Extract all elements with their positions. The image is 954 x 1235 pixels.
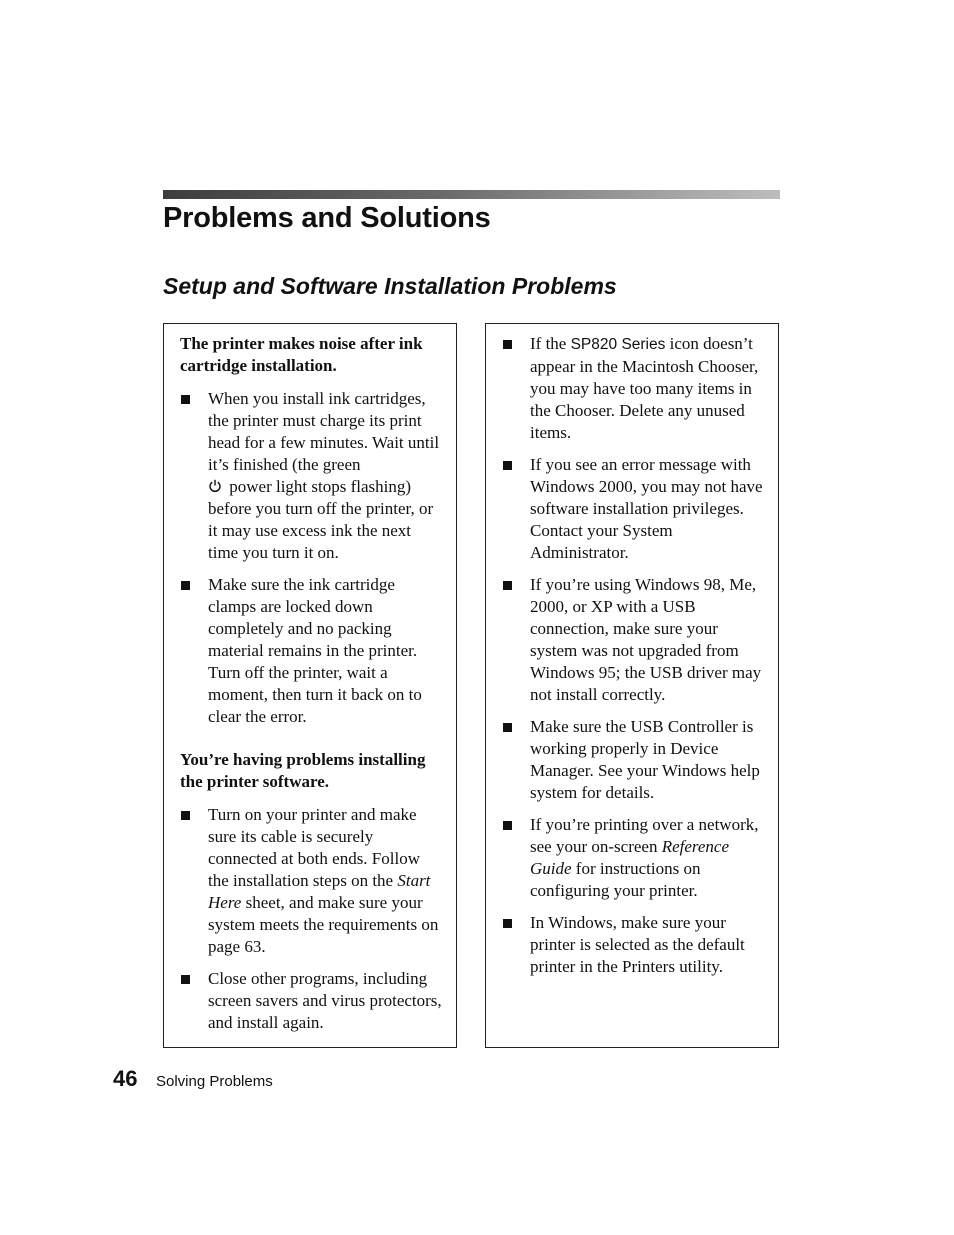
page-title: Problems and Solutions — [163, 202, 491, 234]
item-text: Make sure the ink cartridge clamps are locked down completely and no packing material remains in the printer. Turn off the printer, wait a moment, then turn it back on to clear the error. — [208, 575, 422, 726]
section-title: Setup and Software Installation Problems — [163, 273, 617, 299]
square-bullet-icon — [181, 581, 190, 590]
square-bullet-icon — [181, 811, 190, 820]
item-text: power light stops flashing) before you turn off the printer, or it may use excess ink the next time you turn it on. — [208, 477, 434, 562]
item-emphasis: Start Here — [208, 871, 431, 912]
item-text: If the — [530, 334, 567, 353]
list-item — [502, 333, 764, 444]
item-text: When you install ink cartridges, the printer must charge its print head for a few minutes. Wait until it’s finished (the green — [208, 389, 440, 474]
item-text: In Windows, make sure your printer is selected as the default printer in the Printers utility. — [530, 913, 745, 976]
item-text: If you’re printing over a network, see your on-screen — [530, 815, 759, 856]
square-bullet-icon — [503, 723, 512, 732]
item-text: icon doesn’t appear in the Macintosh Chooser, you may have too many items in the Chooser. Delete any unused items. — [530, 334, 759, 442]
item-text: Close other programs, including screen savers and virus protectors, and install again. — [208, 969, 442, 1032]
product-name: SP820 Series — [570, 336, 666, 353]
square-bullet-icon — [503, 581, 512, 590]
item-emphasis: Reference Guide — [530, 837, 730, 878]
list-item — [180, 968, 442, 1034]
list-item — [502, 814, 764, 902]
square-bullet-icon — [503, 821, 512, 830]
list-item — [180, 388, 442, 564]
square-bullet-icon — [181, 975, 190, 984]
right-problem-box — [485, 323, 779, 1048]
square-bullet-icon — [503, 919, 512, 928]
item-text: sheet, and make sure your system meets the requirements on page 63. — [208, 893, 439, 956]
list-item — [180, 804, 442, 958]
footer-section-label: Solving Problems — [156, 1073, 273, 1090]
list-item — [502, 912, 764, 978]
page-number: 46 — [113, 1066, 138, 1091]
square-bullet-icon — [181, 395, 190, 404]
list-item — [502, 716, 764, 804]
power-icon — [208, 479, 222, 493]
list-item — [502, 574, 764, 706]
square-bullet-icon — [503, 340, 512, 349]
item-text: Turn on your printer and make sure its cable is securely connected at both ends. Follow the installation steps on the — [208, 805, 420, 890]
item-text: If you see an error message with Windows 2000, you may not have software installation privileges. Contact your System Administrator. — [530, 455, 763, 562]
list-item — [180, 574, 442, 728]
item-text: for instructions on configuring your printer. — [530, 859, 701, 900]
square-bullet-icon — [503, 461, 512, 470]
problem-heading-noise: The printer makes noise after ink cartridge installation. — [180, 334, 423, 375]
header-rule-bar — [163, 190, 780, 199]
problem-heading-software: You’re having problems installing the printer software. — [180, 750, 426, 791]
list-item — [502, 454, 764, 564]
item-text: If you’re using Windows 98, Me, 2000, or XP with a USB connection, make sure your system was not upgraded from Windows 95; the USB driver may not install correctly. — [530, 575, 762, 704]
item-text: Make sure the USB Controller is working properly in Device Manager. See your Windows help system for details. — [530, 717, 760, 802]
left-problem-box — [163, 323, 457, 1048]
